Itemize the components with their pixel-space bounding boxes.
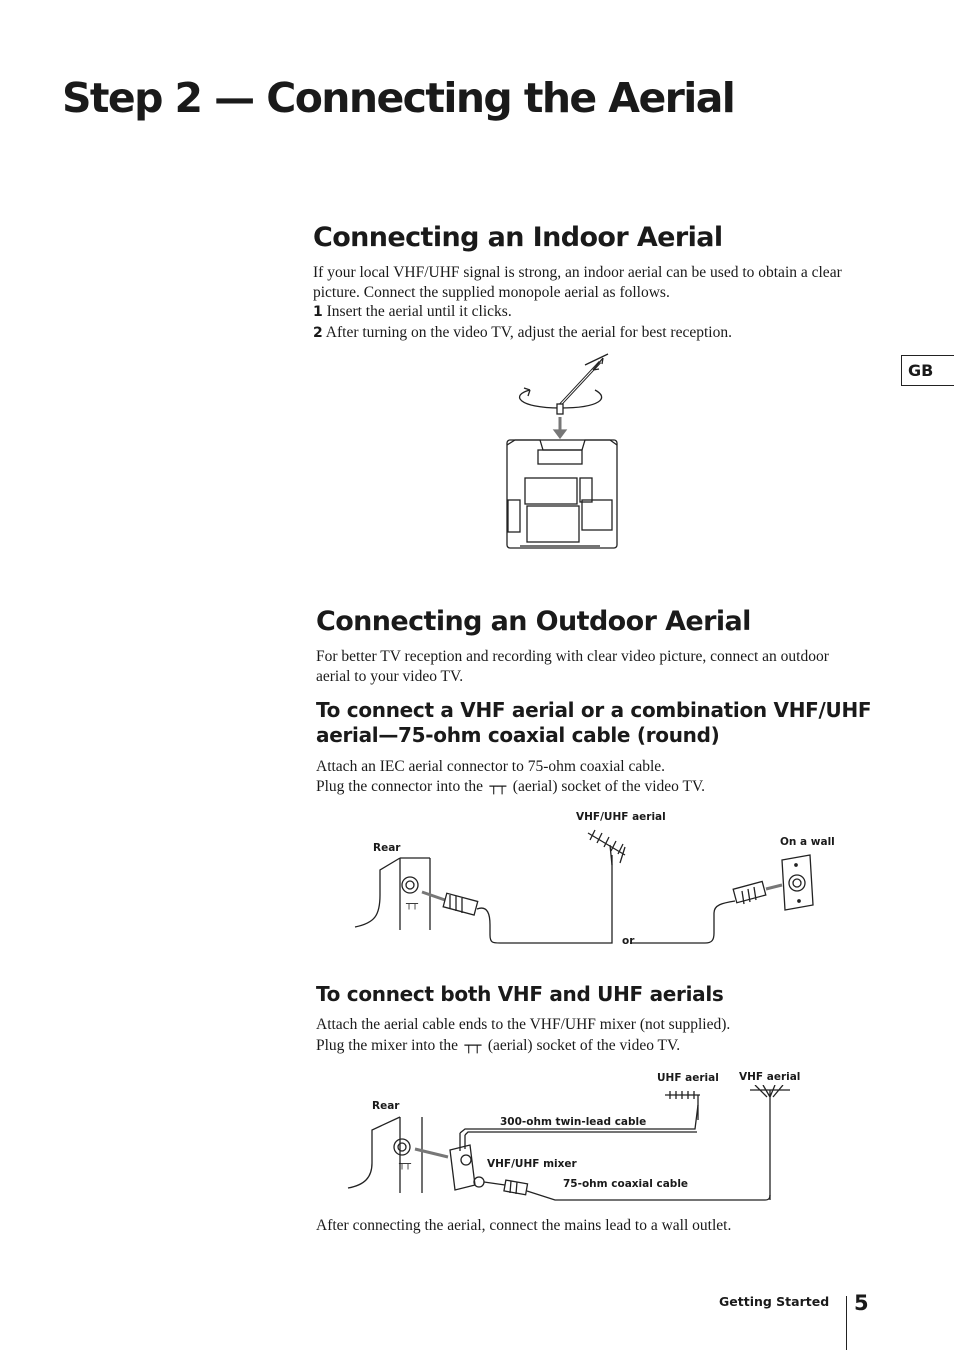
vhf-combo-line-1: Attach an IEC aerial connector to 75-ohm coaxial cable. — [316, 758, 666, 775]
step-text: Insert the aerial until it clicks. — [326, 303, 512, 320]
footer-section-label: Getting Started — [719, 1294, 830, 1309]
uhf-aerial-label: UHF aerial — [657, 1072, 719, 1084]
step-number: 1 — [313, 304, 323, 320]
line-text-post: (aerial) socket of the video TV. — [512, 778, 706, 795]
both-aerials-heading: To connect both VHF and UHF aerials — [316, 982, 724, 1006]
vhf-combo-line-2 — [316, 777, 705, 797]
svg-text:┬┬: ┬┬ — [406, 899, 419, 910]
outdoor-intro: For better TV reception and recording with clear video picture, connect an outdoor aerial to your video TV. — [316, 648, 829, 685]
indoor-step-1 — [313, 302, 512, 322]
both-aerials-line-1: Attach the aerial cable ends to the VHF/UHF mixer (not supplied). — [316, 1016, 731, 1033]
vhf-aerial-label: VHF aerial — [739, 1071, 801, 1083]
indoor-intro: If your local VHF/UHF signal is strong, an indoor aerial can be used to obtain a clear picture. Connect the supplied monopole aerial as follows. — [313, 264, 842, 301]
language-tab: GB — [901, 355, 954, 386]
line-text-pre: Plug the connector into the — [316, 778, 484, 795]
line-text-post: (aerial) socket of the video TV. — [487, 1037, 681, 1054]
page-number: 5 — [854, 1291, 869, 1315]
svg-text:┬┬: ┬┬ — [399, 1159, 412, 1170]
page-title: Step 2 — Connecting the Aerial — [62, 74, 735, 122]
mixer-label: VHF/UHF mixer — [487, 1158, 577, 1170]
coax-connection-diagram — [350, 825, 830, 950]
footer-divider — [846, 1296, 847, 1350]
indoor-aerial-illustration — [500, 350, 630, 555]
coax-cable-label: 75-ohm coaxial cable — [563, 1178, 689, 1190]
rear-label: Rear — [373, 842, 401, 854]
indoor-step-2 — [313, 323, 732, 343]
both-aerials-line-2 — [316, 1036, 680, 1056]
aerial-socket-icon: ┬┬ — [489, 779, 507, 795]
vhf-combo-heading: To connect a VHF aerial or a combination VHF/UHF aerial—75-ohm coaxial cable (round) — [316, 698, 872, 747]
outdoor-heading: Connecting an Outdoor Aerial — [316, 606, 751, 637]
closing-note: After connecting the aerial, connect the mains lead to a wall outlet. — [316, 1217, 732, 1234]
vhf-uhf-aerial-label: VHF/UHF aerial — [576, 811, 666, 823]
step-text: After turning on the video TV, adjust the aerial for best reception. — [325, 324, 732, 341]
line-text-pre: Plug the mixer into the — [316, 1037, 459, 1054]
aerial-socket-icon: ┬┬ — [464, 1038, 482, 1054]
or-label: or — [622, 935, 635, 947]
on-a-wall-label: On a wall — [780, 836, 835, 848]
twin-lead-cable-label: 300-ohm twin-lead cable — [500, 1116, 647, 1128]
step-number: 2 — [313, 325, 323, 341]
rear-label: Rear — [372, 1100, 400, 1112]
mixer-connection-diagram — [345, 1085, 805, 1205]
indoor-heading: Connecting an Indoor Aerial — [313, 222, 723, 253]
